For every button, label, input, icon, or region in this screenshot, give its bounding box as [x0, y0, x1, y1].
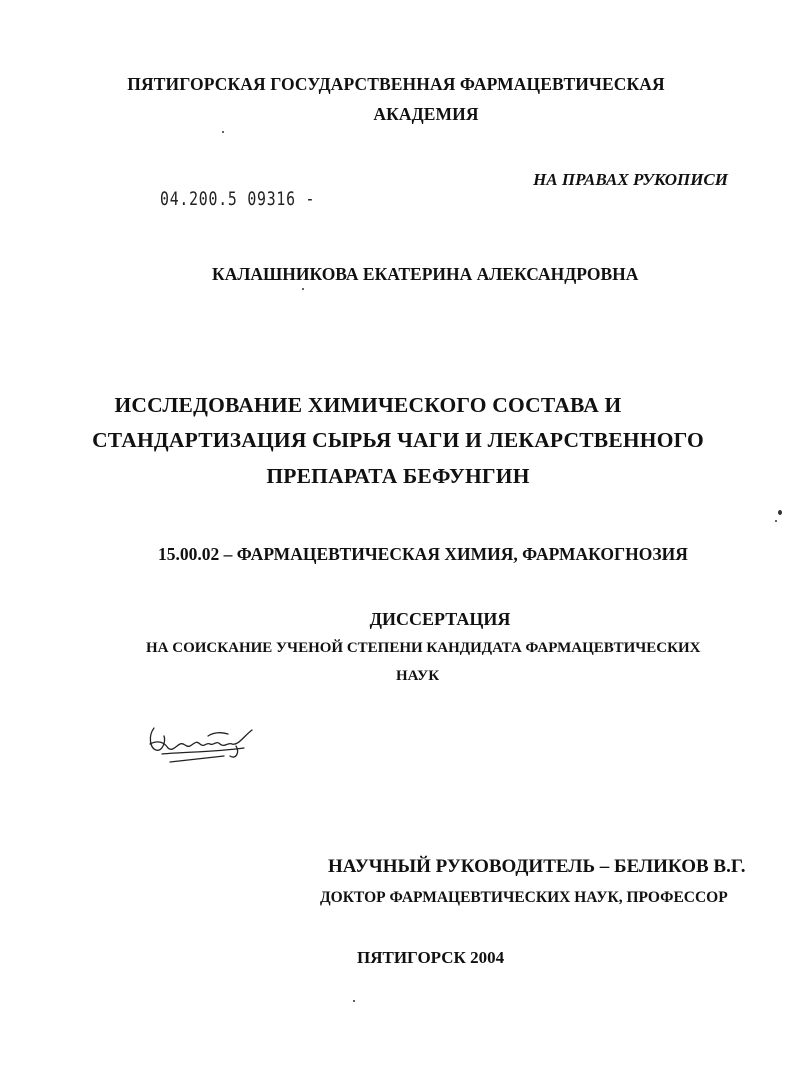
institution-name-continued: АКАДЕМИЯ — [373, 104, 479, 124]
rights-note: НА ПРАВАХ РУКОПИСИ — [533, 170, 728, 189]
dissertation-title-line-1: ИССЛЕДОВАНИЕ ХИМИЧЕСКОГО СОСТАВА И — [114, 393, 622, 417]
city-year: ПЯТИГОРСК 2004 — [357, 948, 505, 967]
scan-speck — [222, 131, 224, 133]
scan-speck — [353, 1000, 355, 1002]
scan-speck — [302, 288, 304, 290]
institution-name: ПЯТИГОРСКАЯ ГОСУДАРСТВЕННАЯ ФАРМАЦЕВТИЧЕСКАЯ — [127, 74, 665, 94]
dissertation-title-line-2: СТАНДАРТИЗАЦИЯ СЫРЬЯ ЧАГИ И ЛЕКАРСТВЕННОГО — [92, 428, 704, 452]
dissertation-label: ДИССЕРТАЦИЯ — [369, 609, 511, 629]
scan-speck — [778, 510, 782, 515]
degree-purpose-continued: НАУК — [396, 668, 440, 684]
registry-stamp: 04.200.5 09316 - — [160, 188, 316, 210]
specialty-code: 15.00.02 – ФАРМАЦЕВТИЧЕСКАЯ ХИМИЯ, ФАРМАКОГНОЗИЯ — [158, 544, 688, 564]
handwritten-signature-icon — [144, 722, 264, 772]
degree-purpose: НА СОИСКАНИЕ УЧЕНОЙ СТЕПЕНИ КАНДИДАТА ФАРМАЦЕВТИЧЕСКИХ — [146, 640, 701, 656]
scientific-supervisor: НАУЧНЫЙ РУКОВОДИТЕЛЬ – БЕЛИКОВ В.Г. — [328, 856, 746, 877]
dissertation-title-line-3: ПРЕПАРАТА БЕФУНГИН — [266, 464, 530, 488]
scan-speck — [775, 520, 777, 522]
supervisor-degree: ДОКТОР ФАРМАЦЕВТИЧЕСКИХ НАУК, ПРОФЕССОР — [320, 889, 728, 906]
author-name: КАЛАШНИКОВА ЕКАТЕРИНА АЛЕКСАНДРОВНА — [212, 264, 639, 284]
